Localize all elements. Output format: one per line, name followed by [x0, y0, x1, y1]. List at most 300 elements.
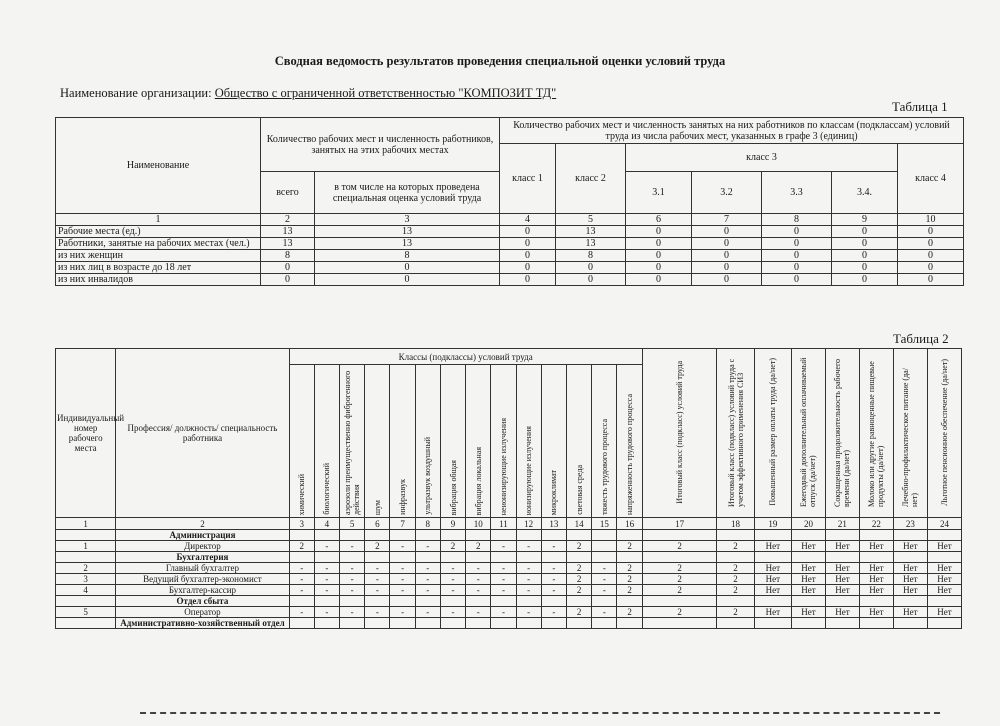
t2-cell: -: [592, 563, 617, 574]
t2-empty: [717, 596, 754, 607]
t2-cell: -: [541, 541, 566, 552]
t2-cell: -: [365, 574, 390, 585]
summary-table: [55, 117, 964, 286]
t2-header-factor: [390, 365, 415, 518]
t1-cell: 0: [500, 238, 556, 250]
t2-empty: [893, 552, 927, 563]
t2-header-factor-label: аэрозоли преимущественно фиброгенного действия: [343, 370, 362, 515]
t2-header-factor: [566, 365, 591, 518]
t2-cell: Нет: [859, 541, 893, 552]
t2-empty: [825, 552, 859, 563]
t2-column-numbers: [56, 518, 962, 530]
t2-cell: -: [340, 607, 365, 618]
t2-cell: 2: [642, 563, 717, 574]
t1-cell: 0: [626, 238, 692, 250]
t2-empty: [516, 552, 541, 563]
t2-column-number: 17: [642, 518, 717, 530]
t2-header-factor-label: биологический: [322, 463, 332, 515]
t1-cell: 0: [762, 226, 832, 238]
t2-header-factor: [415, 365, 440, 518]
t2-cell: -: [491, 574, 516, 585]
table-row: [56, 250, 964, 262]
t1-column-number: 10: [898, 214, 964, 226]
t2-empty: [314, 552, 339, 563]
t2-empty: [491, 530, 516, 541]
t2-empty: [617, 530, 642, 541]
t1-cell: 0: [626, 250, 692, 262]
t2-cell: 2: [717, 585, 754, 596]
t2-column-number: 11: [491, 518, 516, 530]
t1-cell: 0: [500, 262, 556, 274]
t2-empty: [717, 530, 754, 541]
t1-header-total: всего: [261, 172, 315, 214]
profession-name: Ведущий бухгалтер-экономист: [116, 574, 289, 585]
t1-cell: 0: [692, 250, 762, 262]
t2-cell: 2: [440, 541, 465, 552]
t2-cell: Нет: [791, 574, 825, 585]
t2-header-factor: [340, 365, 365, 518]
t2-cell: 2: [566, 541, 591, 552]
t2-cell: -: [415, 563, 440, 574]
t1-cell: 0: [626, 262, 692, 274]
t2-cell: 2: [566, 563, 591, 574]
t2-cell: -: [415, 541, 440, 552]
t2-cell: -: [466, 585, 491, 596]
t1-cell: 0: [500, 226, 556, 238]
t2-header-extra: [642, 349, 717, 518]
t2-header-factor: [365, 365, 390, 518]
t2-header-factor-label: микроклимат: [549, 469, 559, 515]
workplace-id: 4: [56, 585, 116, 596]
t2-empty: [340, 596, 365, 607]
t2-empty: [541, 618, 566, 629]
t2-cell: 2: [466, 541, 491, 552]
t1-cell: 0: [556, 274, 626, 286]
t2-column-number: 22: [859, 518, 893, 530]
t1-header-sub: 3.4.: [832, 172, 898, 214]
t2-cell: 2: [717, 574, 754, 585]
t2-empty: [440, 596, 465, 607]
t2-cell: -: [365, 585, 390, 596]
t2-cell: 2: [566, 574, 591, 585]
t1-cell: 0: [500, 250, 556, 262]
t1-cell: 0: [832, 226, 898, 238]
t2-cell: 2: [642, 541, 717, 552]
t2-cell: Нет: [893, 541, 927, 552]
t2-empty: [893, 530, 927, 541]
t2-column-number: 20: [791, 518, 825, 530]
t1-column-number: 2: [261, 214, 315, 226]
t2-column-number: 8: [415, 518, 440, 530]
t2-empty: [927, 618, 961, 629]
t2-cell: -: [340, 563, 365, 574]
t1-cell: 0: [762, 274, 832, 286]
t2-empty: [541, 552, 566, 563]
t2-empty: [365, 530, 390, 541]
t2-header-factor-label: инфразвук: [398, 479, 408, 515]
table-row: [56, 607, 962, 618]
t2-empty: [642, 530, 717, 541]
t2-header-factor: [314, 365, 339, 518]
profession-name: Бухгалтер-кассир: [116, 585, 289, 596]
t2-cell: 2: [642, 607, 717, 618]
t2-empty: [791, 530, 825, 541]
t1-cell: 0: [692, 238, 762, 250]
t2-empty: [314, 530, 339, 541]
t1-cell: 13: [261, 238, 315, 250]
t1-header-count: Количество рабочих мест и численность работников, занятых на этих рабочих местах: [261, 118, 500, 172]
t2-header-factor: [541, 365, 566, 518]
t2-cell: Нет: [927, 563, 961, 574]
t2-cell: 2: [717, 541, 754, 552]
t2-cell: 2: [617, 585, 642, 596]
t2-cell: Нет: [825, 585, 859, 596]
t1-cell: 0: [261, 274, 315, 286]
t2-empty: [754, 618, 791, 629]
t1-cell: 13: [261, 226, 315, 238]
organization-label: Наименование организации:: [60, 86, 212, 100]
binding-edge: [140, 712, 940, 714]
t2-empty: [415, 596, 440, 607]
t2-cell: -: [415, 607, 440, 618]
t2-empty: [390, 618, 415, 629]
t2-cell: -: [340, 541, 365, 552]
t2-empty: [927, 530, 961, 541]
t2-cell: -: [592, 607, 617, 618]
t2-cell: -: [440, 585, 465, 596]
workplace-id: 5: [56, 607, 116, 618]
workplace-table: [55, 348, 962, 629]
t1-cell: 0: [315, 274, 500, 286]
t2-cell: Нет: [754, 585, 791, 596]
t2-cell: Нет: [791, 541, 825, 552]
t2-empty: [617, 596, 642, 607]
section-row: [56, 530, 962, 541]
t2-empty: [314, 596, 339, 607]
t2-cell: Нет: [859, 563, 893, 574]
t1-column-number: 3: [315, 214, 500, 226]
t2-header-factor-label: неионизирующие излучения: [498, 417, 508, 515]
t2-cell: Нет: [754, 607, 791, 618]
t2-cell: 2: [617, 607, 642, 618]
t2-cell: 2: [289, 541, 314, 552]
t2-empty: [365, 618, 390, 629]
table-row: [56, 226, 964, 238]
t2-cell: Нет: [893, 607, 927, 618]
t2-cell: -: [314, 585, 339, 596]
t2-cell: Нет: [825, 607, 859, 618]
t2-empty: [592, 596, 617, 607]
t2-empty: [566, 530, 591, 541]
t2-cell: 2: [365, 541, 390, 552]
t2-cell: 2: [617, 563, 642, 574]
t2-cell: -: [390, 541, 415, 552]
t2-cell: -: [390, 574, 415, 585]
t2-empty: [617, 618, 642, 629]
t2-empty: [491, 618, 516, 629]
section-name: Бухгалтерия: [116, 552, 289, 563]
t2-header-extra: [859, 349, 893, 518]
t2-cell: -: [440, 563, 465, 574]
t2-column-number: 6: [365, 518, 390, 530]
t2-cell: -: [314, 574, 339, 585]
t2-column-number: 9: [440, 518, 465, 530]
t2-cell: -: [516, 607, 541, 618]
t1-cell: 0: [832, 250, 898, 262]
t1-cell: 0: [692, 274, 762, 286]
table-row: [56, 274, 964, 286]
t1-column-number: 4: [500, 214, 556, 226]
t2-empty: [56, 618, 116, 629]
t2-empty: [340, 618, 365, 629]
t1-cell: 8: [556, 250, 626, 262]
t2-cell: Нет: [754, 563, 791, 574]
t2-cell: 2: [566, 585, 591, 596]
t2-header-factor: [592, 365, 617, 518]
t1-column-number: 5: [556, 214, 626, 226]
t2-header-factor: [491, 365, 516, 518]
t1-cell: 0: [898, 238, 964, 250]
t2-empty: [859, 618, 893, 629]
t1-cell: 0: [762, 250, 832, 262]
organization-name: Общество с ограниченной ответственностью "КОМПОЗИТ ТД": [214, 86, 557, 100]
t2-column-number: 21: [825, 518, 859, 530]
t2-column-number: 5: [340, 518, 365, 530]
t1-row-name: Рабочие места (ед.): [56, 226, 261, 238]
t2-column-number: 18: [717, 518, 754, 530]
t2-cell: -: [289, 585, 314, 596]
t2-header-factor: [289, 365, 314, 518]
profession-name: Директор: [116, 541, 289, 552]
table2-label: Таблица 2: [893, 331, 949, 346]
t2-empty: [390, 552, 415, 563]
t2-cell: -: [415, 574, 440, 585]
t2-empty: [340, 552, 365, 563]
section-row: [56, 618, 962, 629]
table-row: [56, 238, 964, 250]
table-row: [56, 574, 962, 585]
t2-cell: -: [466, 563, 491, 574]
t2-empty: [825, 596, 859, 607]
t2-empty: [440, 530, 465, 541]
t2-empty: [859, 530, 893, 541]
t2-header-factor-label: ультразвук воздушный: [423, 437, 433, 515]
workplace-id: 2: [56, 563, 116, 574]
t2-empty: [566, 618, 591, 629]
t2-column-number: 4: [314, 518, 339, 530]
t2-cell: 2: [566, 607, 591, 618]
t2-cell: 2: [717, 563, 754, 574]
section-row: [56, 552, 962, 563]
t2-empty: [440, 552, 465, 563]
t2-empty: [791, 552, 825, 563]
t2-header-extra: [927, 349, 961, 518]
t2-empty: [754, 552, 791, 563]
t2-cell: -: [365, 563, 390, 574]
t2-cell: -: [390, 607, 415, 618]
t1-column-number: 7: [692, 214, 762, 226]
t2-empty: [566, 552, 591, 563]
t2-empty: [642, 618, 717, 629]
t1-cell: 0: [898, 274, 964, 286]
t2-empty: [390, 530, 415, 541]
t2-cell: -: [440, 607, 465, 618]
t2-column-number: 19: [754, 518, 791, 530]
t2-empty: [415, 618, 440, 629]
t2-header-extra-label: Льготное пенсионное обеспечение (да/нет): [939, 358, 949, 506]
t2-cell: -: [390, 563, 415, 574]
t2-cell: -: [516, 563, 541, 574]
t1-cell: 8: [261, 250, 315, 262]
t2-cell: Нет: [825, 541, 859, 552]
t2-cell: Нет: [791, 607, 825, 618]
t2-header-factor-label: вибрация общая: [448, 459, 458, 515]
t2-empty: [340, 530, 365, 541]
t1-column-number: 6: [626, 214, 692, 226]
section-name: Административно-хозяйственный отдел: [116, 618, 289, 629]
t2-cell: -: [541, 607, 566, 618]
t1-cell: 0: [898, 226, 964, 238]
t1-cell: 0: [261, 262, 315, 274]
t1-column-number: 1: [56, 214, 261, 226]
t2-header-factor-label: вибрация локальная: [473, 446, 483, 515]
t1-cell: 0: [626, 226, 692, 238]
t2-empty: [466, 552, 491, 563]
t2-empty: [592, 541, 617, 552]
t2-header-factor-label: напряженность трудового процесса: [625, 393, 635, 515]
t2-cell: Нет: [927, 541, 961, 552]
t2-empty: [592, 618, 617, 629]
t2-cell: -: [289, 563, 314, 574]
t2-empty: [466, 596, 491, 607]
t2-header-extra-label: Ежегодный дополнительный оплачиваемый отпуск (да/нет): [799, 357, 818, 507]
t1-cell: 0: [692, 262, 762, 274]
document-title: Сводная ведомость результатов проведения специальной оценки условий труда: [274, 54, 726, 68]
t2-empty: [893, 596, 927, 607]
t2-empty: [365, 596, 390, 607]
t2-empty: [642, 596, 717, 607]
t2-header-classes: Классы (подклассы) условий труда: [289, 349, 642, 365]
workplace-id: 3: [56, 574, 116, 585]
t2-empty: [491, 552, 516, 563]
t2-column-number: 13: [541, 518, 566, 530]
t2-cell: 2: [642, 585, 717, 596]
t2-cell: -: [390, 585, 415, 596]
t2-empty: [516, 596, 541, 607]
t1-cell: 0: [556, 262, 626, 274]
t2-column-number: 15: [592, 518, 617, 530]
t2-header-extra-label: Лечебно-профилактическое питание (да/нет): [901, 368, 920, 507]
t1-column-numbers: [56, 214, 964, 226]
organization-line: [60, 86, 556, 101]
t2-header-extra: [754, 349, 791, 518]
t2-cell: -: [541, 585, 566, 596]
t1-header-class4: класс 4: [898, 144, 964, 214]
t1-header-sub: 3.2: [692, 172, 762, 214]
t2-cell: Нет: [825, 574, 859, 585]
t1-cell: 13: [315, 226, 500, 238]
t2-header-extra-label: Итоговый класс (подкласс) условий труда: [675, 360, 685, 504]
t2-empty: [541, 530, 566, 541]
t2-empty: [415, 552, 440, 563]
t2-empty: [491, 596, 516, 607]
t1-cell: 8: [315, 250, 500, 262]
t2-empty: [466, 530, 491, 541]
t1-cell: 0: [898, 250, 964, 262]
t2-cell: Нет: [927, 574, 961, 585]
t2-cell: Нет: [893, 574, 927, 585]
t2-cell: Нет: [927, 585, 961, 596]
t2-cell: -: [340, 585, 365, 596]
t2-cell: -: [491, 607, 516, 618]
t2-cell: -: [466, 574, 491, 585]
t2-column-number: 3: [289, 518, 314, 530]
t2-header-profession: Профессия/ должность/ специальность работника: [116, 349, 289, 518]
t2-header-id: Индивидуальный номер рабочего места: [56, 349, 116, 518]
t1-cell: 13: [556, 226, 626, 238]
t2-cell: Нет: [754, 541, 791, 552]
t2-cell: -: [314, 541, 339, 552]
t2-header-extra-label: Молоко или другие равноценные пищевые продукты (да/нет): [867, 361, 886, 507]
t2-empty: [592, 530, 617, 541]
t2-header-factor-label: шум: [372, 499, 382, 515]
table-row: [56, 541, 962, 552]
t1-row-name: Работники, занятые на рабочих местах (чел.): [56, 238, 261, 250]
t2-cell: Нет: [859, 574, 893, 585]
t1-row-name: из них лиц в возрасте до 18 лет: [56, 262, 261, 274]
t2-header-factor-label: световая среда: [574, 465, 584, 515]
t2-cell: -: [289, 607, 314, 618]
t2-cell: -: [491, 585, 516, 596]
t2-empty: [516, 618, 541, 629]
t2-empty: [289, 552, 314, 563]
t1-cell: 0: [898, 262, 964, 274]
t2-header-extra: [825, 349, 859, 518]
t1-header-class3: класс 3: [626, 144, 898, 172]
t2-empty: [927, 552, 961, 563]
t1-cell: 0: [500, 274, 556, 286]
t2-header-factor-label: ионизирующие излучения: [524, 425, 534, 515]
t2-cell: Нет: [893, 563, 927, 574]
t2-empty: [390, 596, 415, 607]
t2-empty: [56, 530, 116, 541]
t2-cell: 2: [617, 574, 642, 585]
t2-empty: [825, 530, 859, 541]
t2-cell: 2: [717, 607, 754, 618]
t1-row-name: из них инвалидов: [56, 274, 261, 286]
t1-header-name: Наименование: [56, 118, 261, 214]
t2-cell: -: [516, 574, 541, 585]
t1-cell: 0: [762, 262, 832, 274]
table1-label: Таблица 1: [892, 99, 948, 114]
t2-empty: [754, 530, 791, 541]
t2-empty: [717, 618, 754, 629]
profession-name: Оператор: [116, 607, 289, 618]
t1-cell: 0: [315, 262, 500, 274]
t2-header-factor: [516, 365, 541, 518]
t1-cell: 0: [692, 226, 762, 238]
t2-cell: -: [314, 607, 339, 618]
t2-empty: [566, 596, 591, 607]
t1-cell: 0: [626, 274, 692, 286]
t2-cell: Нет: [927, 607, 961, 618]
t2-empty: [592, 552, 617, 563]
t2-cell: -: [314, 563, 339, 574]
t1-row-name: из них женщин: [56, 250, 261, 262]
t2-empty: [642, 552, 717, 563]
t2-header-factor-label: химический: [297, 473, 307, 515]
t2-empty: [289, 618, 314, 629]
